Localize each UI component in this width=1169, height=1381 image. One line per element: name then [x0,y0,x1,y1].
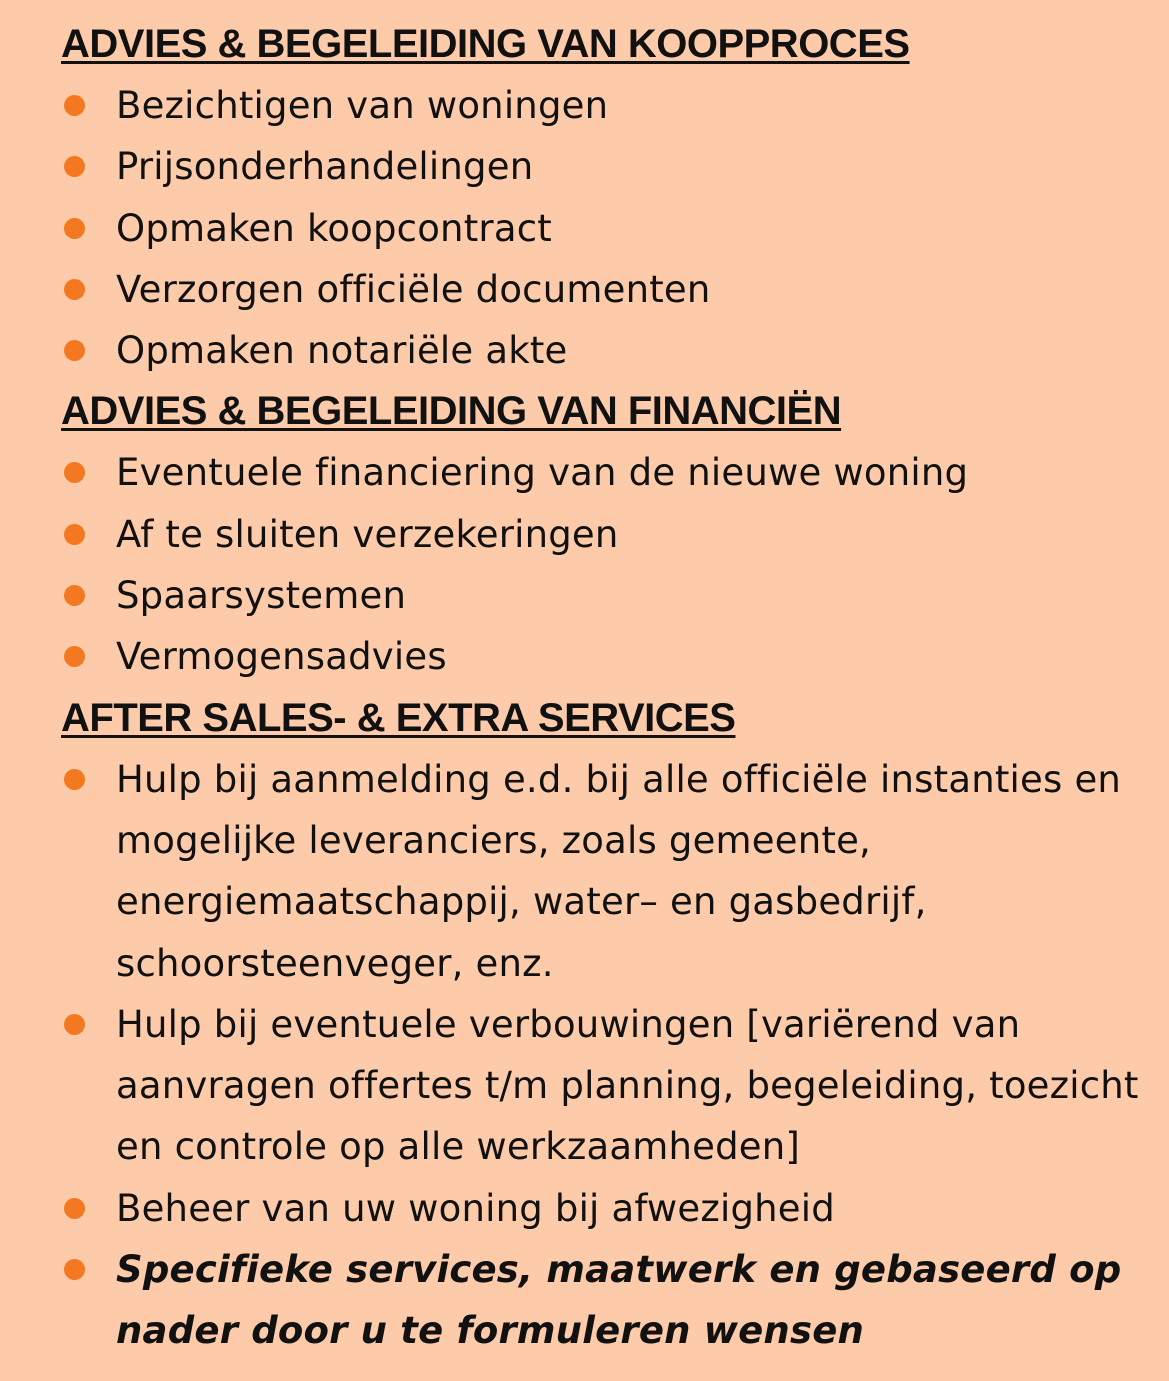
list-item-text: Verzorgen officiële documenten [116,267,711,311]
list-item [61,259,1151,320]
list-item-text: Spaarsystemen [116,574,407,618]
list-item-emphasis [61,1239,1151,1362]
list-item [61,75,1151,136]
bullet-icon [64,769,85,790]
bullet-icon [64,585,85,606]
bullet-icon [64,279,85,300]
bullet-icon [64,462,85,483]
bullet-icon [64,95,85,116]
list-item-text: Eventuele financiering van de nieuwe woning [116,451,969,495]
list-item-text: Bezichtigen van woningen [116,84,609,127]
financien-list [61,442,1151,687]
section-heading-koopproces: ADVIES & BEGELEIDING VAN KOOPPROCES [61,22,910,66]
list-item-text: Prijsonderhandelingen [116,145,534,189]
list-item-text: Opmaken koopcontract [116,206,552,250]
bullet-icon [64,1014,85,1035]
list-item [61,136,1151,197]
list-item-text: Beheer van uw woning bij afwezigheid [116,1186,835,1230]
list-item [61,198,1151,259]
list-item [61,504,1151,565]
list-item [61,565,1151,626]
list-item-text: Hulp bij eventuele verbouwingen [variërend van aanvragen offertes t/m planning, begeleiding, toezicht en controle op alle werkzaamheden] [116,1002,1139,1169]
list-item [61,320,1151,381]
bullet-icon [64,156,85,177]
after-sales-list [61,749,1151,1362]
bullet-icon [64,1259,85,1280]
koopproces-list [61,75,1151,381]
list-item [61,1178,1151,1239]
list-item-text: Af te sluiten verzekeringen [116,512,619,556]
bullet-icon [64,646,85,667]
services-document [61,14,1151,1362]
section-heading-after-sales: AFTER SALES- & EXTRA SERVICES [61,695,736,740]
section-heading-financien: ADVIES & BEGELEIDING VAN FINANCIËN [61,389,842,434]
list-item-text: Specifieke services, maatwerk en gebaseerd op nader door u te formuleren wensen [116,1248,1122,1353]
list-item [61,626,1151,687]
list-item [61,749,1151,994]
list-item [61,994,1151,1178]
list-item-text: Vermogensadvies [116,635,447,679]
list-item-text: Opmaken notariële akte [116,329,568,373]
bullet-icon [64,340,85,361]
list-item-text: Hulp bij aanmelding e.d. bij alle officiële instanties en mogelijke leveranciers, zoals gemeente, energiemaatschappij, water– en gasbedrijf, schoorsteenveger, enz. [116,757,1122,985]
list-item [61,442,1151,503]
bullet-icon [64,524,85,545]
bullet-icon [64,218,85,239]
bullet-icon [64,1198,85,1219]
